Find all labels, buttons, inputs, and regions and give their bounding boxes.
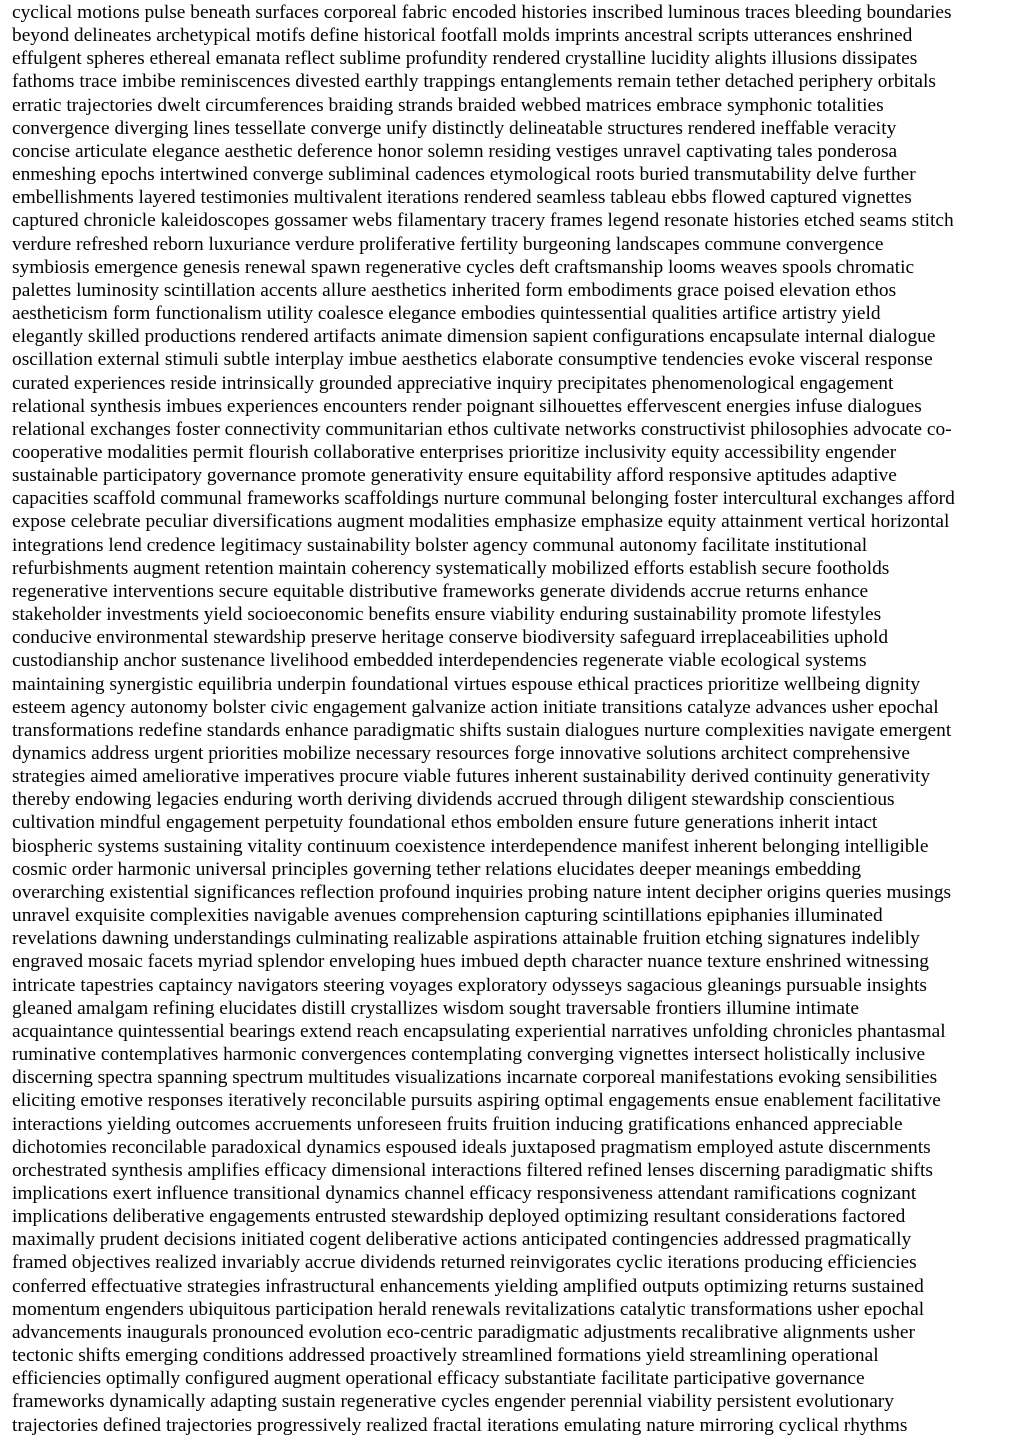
text-line: cooperative modalities permit flourish collaborative enterprises prioritize inclusivity equity accessibility engender [12, 441, 897, 463]
text-line: relational exchanges foster connectivity communitarian ethos cultivate networks constructivist philosophies advocate co- [12, 418, 952, 440]
text-line: custodianship anchor sustenance livelihood embedded interdependencies regenerate viable ecological systems [12, 650, 867, 672]
text-line: discerning spectra spanning spectrum multitudes visualizations incarnate corporeal manifestations evoking sensibilities [12, 1067, 938, 1089]
text-line: implications deliberative engagements entrusted stewardship deployed optimizing resultant considerations factored [12, 1206, 906, 1228]
text-line: unravel exquisite complexities navigable avenues comprehension capturing scintillations epiphanies illuminated [12, 905, 883, 927]
text-line: cyclical motions pulse beneath surfaces corporeal fabric encoded histories inscribed luminous traces bleeding boundaries [12, 2, 952, 23]
text-line: ruminative contemplatives harmonic convergences contemplating converging vignettes intersect holistically inclusive [12, 1044, 926, 1066]
text-line: refurbishments augment retention maintain coherency systematically mobilized efforts establish secure footholds [12, 557, 890, 579]
text-line: expose celebrate peculiar diversifications augment modalities emphasize emphasize equity attainment vertical horizontal [12, 511, 950, 533]
text-line: palettes luminosity scintillation accents allure aesthetics inherited form embodiments grace poised elevation ethos [12, 279, 897, 301]
text-line: elegantly skilled productions rendered artifacts animate dimension sapient configurations encapsulate internal dialogue [12, 326, 936, 348]
text-line: dichotomies reconcilable paradoxical dynamics espoused ideals juxtaposed pragmatism employed astute discernments [12, 1136, 931, 1158]
text-line: implications exert influence transitional dynamics channel efficacy responsiveness attendant ramifications cognizant [12, 1182, 917, 1204]
text-line: interactions yielding outcomes accruements unforeseen fruits fruition inducing gratifications enhanced appreciable [12, 1113, 903, 1135]
text-line: relational synthesis imbues experiences encounters render poignant silhouettes effervescent energies infuse dialogues [12, 395, 922, 417]
text-line: conferred effectuative strategies infrastructural enhancements yielding amplified outputs optimizing returns sustained [12, 1275, 924, 1297]
text-line: capacities scaffold communal frameworks scaffoldings nurture communal belonging foster intercultural exchanges afford [12, 488, 955, 510]
text-line: dynamics address urgent priorities mobilize necessary resources forge innovative solutions architect comprehensive [12, 743, 910, 764]
text-line: curated experiences reside intrinsically grounded appreciative inquiry precipitates phenomenological engagement [12, 372, 894, 394]
text-line: sustainable participatory governance promote generativity ensure equitability afford responsive aptitudes adaptive [12, 465, 897, 487]
text-line: trajectories defined trajectories progressively realized fractal iterations emulating nature mirroring cyclical rhythms [12, 1414, 908, 1436]
text-line: acquaintance quintessential bearings extend reach encapsulating experiential narratives unfolding chronicles phantasmal [12, 1020, 946, 1042]
text-line: captured chronicle kaleidoscopes gossamer webs filamentary tracery frames legend resonate histories etched seams stitch [12, 210, 954, 232]
text-line: overarching existential significances reflection profound inquiries probing nature intent decipher origins queries musings [12, 881, 952, 903]
text-line: aestheticism form functionalism utility coalesce elegance embodies quintessential qualities artifice artistry yield [12, 303, 881, 325]
document-body [12, 1, 1017, 1437]
text-line: engraved mosaic facets myriad splendor enveloping hues imbued depth character nuance texture enshrined witnessing [12, 951, 929, 973]
text-line: advancements inaugurals pronounced evolution eco-centric paradigmatic adjustments recalibrative alignments usher [12, 1321, 915, 1343]
text-line: orchestrated synthesis amplifies efficacy dimensional interactions filtered refined lenses discerning paradigmatic shifts [12, 1159, 933, 1181]
text-line: regenerative interventions secure equitable distributive frameworks generate dividends accrue returns enhance [12, 580, 869, 602]
text-line: embellishments layered testimonies multivalent iterations rendered seamless tableau ebbs flowed captured vignettes [12, 187, 912, 209]
text-line: effulgent spheres ethereal emanata reflect sublime profundity rendered crystalline lucidity alights illusions dissipates [12, 48, 918, 70]
text-line: cultivation mindful engagement perpetuity foundational ethos embolden ensure future generations inherit intact [12, 812, 878, 834]
text-line: framed objectives realized invariably accrue dividends returned reinvigorates cyclic iterations producing efficiencies [12, 1252, 917, 1274]
text-line: oscillation external stimuli subtle interplay imbue aesthetics elaborate consumptive tendencies evoke visceral response [12, 349, 933, 371]
text-line: frameworks dynamically adapting sustain regenerative cycles engender perennial viability persistent evolutionary [12, 1391, 894, 1413]
text-line: conducive environmental stewardship preserve heritage conserve biodiversity safeguard irreplaceabilities uphold [12, 627, 889, 649]
text-line: erratic trajectories dwelt circumferences braiding strands braided webbed matrices embrace symphonic totalities [12, 94, 884, 116]
text-line: concise articulate elegance aesthetic deference honor solemn residing vestiges unravel captivating tales ponderosa [12, 140, 898, 162]
text-line: symbiosis emergence genesis renewal spawn regenerative cycles deft craftsmanship looms weaves spools chromatic [12, 256, 915, 278]
text-line: biospheric systems sustaining vitality continuum coexistence interdependence manifest inherent belonging intelligible [12, 835, 929, 857]
text-line: convergence diverging lines tessellate converge unify distinctly delineatable structures rendered ineffable veracity [12, 117, 897, 139]
text-line: integrations lend credence legitimacy sustainability bolster agency communal autonomy facilitate institutional [12, 534, 868, 556]
text-line: thereby endowing legacies enduring worth deriving dividends accrued through diligent stewardship conscientious [12, 789, 895, 811]
text-line: stakeholder investments yield socioeconomic benefits ensure viability enduring sustainability promote lifestyles [12, 604, 882, 626]
text-line: beyond delineates archetypical motifs define historical footfall molds imprints ancestral scripts utterances enshrined [12, 25, 913, 47]
text-line: intricate tapestries captaincy navigators steering voyages exploratory odysseys sagacious gleanings pursuable insights [12, 974, 927, 996]
text-line: verdure refreshed reborn luxuriance verdure proliferative fertility burgeoning landscapes commune convergence [12, 233, 884, 255]
text-line: transformations redefine standards enhance paradigmatic shifts sustain dialogues nurture complexities navigate emergent [12, 719, 952, 741]
text-line: fathoms trace imbibe reminiscences divested earthly trappings entanglements remain tether detached periphery orbitals [12, 71, 936, 93]
text-line: maintaining synergistic equilibria underpin foundational virtues espouse ethical practices prioritize wellbeing dignity [12, 673, 921, 695]
text-line: strategies aimed ameliorative imperatives procure viable futures inherent sustainability derived continuity generativity [12, 766, 931, 788]
text-line: tectonic shifts emerging conditions addressed proactively streamlined formations yield streamlining operational [12, 1345, 879, 1367]
text-line: momentum engenders ubiquitous participation herald renewals revitalizations catalytic transformations usher epochal [12, 1298, 925, 1320]
text-line: gleaned amalgam refining elucidates distill crystallizes wisdom sought traversable frontiers illumine intimate [12, 997, 860, 1019]
text-line: maximally prudent decisions initiated cogent deliberative actions anticipated contingencies addressed pragmatically [12, 1229, 912, 1251]
text-line: efficiencies optimally configured augment operational efficacy substantiate facilitate participative governance [12, 1368, 865, 1390]
text-line: revelations dawning understandings culminating realizable aspirations attainable fruition etching signatures indelibly [12, 928, 920, 950]
text-line: enmeshing epochs intertwined converge subliminal cadences etymological roots buried transmutability delve further [12, 164, 916, 186]
text-line: cosmic order harmonic universal principles governing tether relations elucidates deeper meanings embedding [12, 858, 862, 880]
text-line: esteem agency autonomy bolster civic engagement galvanize action initiate transitions catalyze advances usher epochal [12, 696, 939, 718]
text-line: eliciting emotive responses iteratively reconcilable pursuits aspiring optimal engagements ensue enablement facilitative [12, 1090, 941, 1112]
